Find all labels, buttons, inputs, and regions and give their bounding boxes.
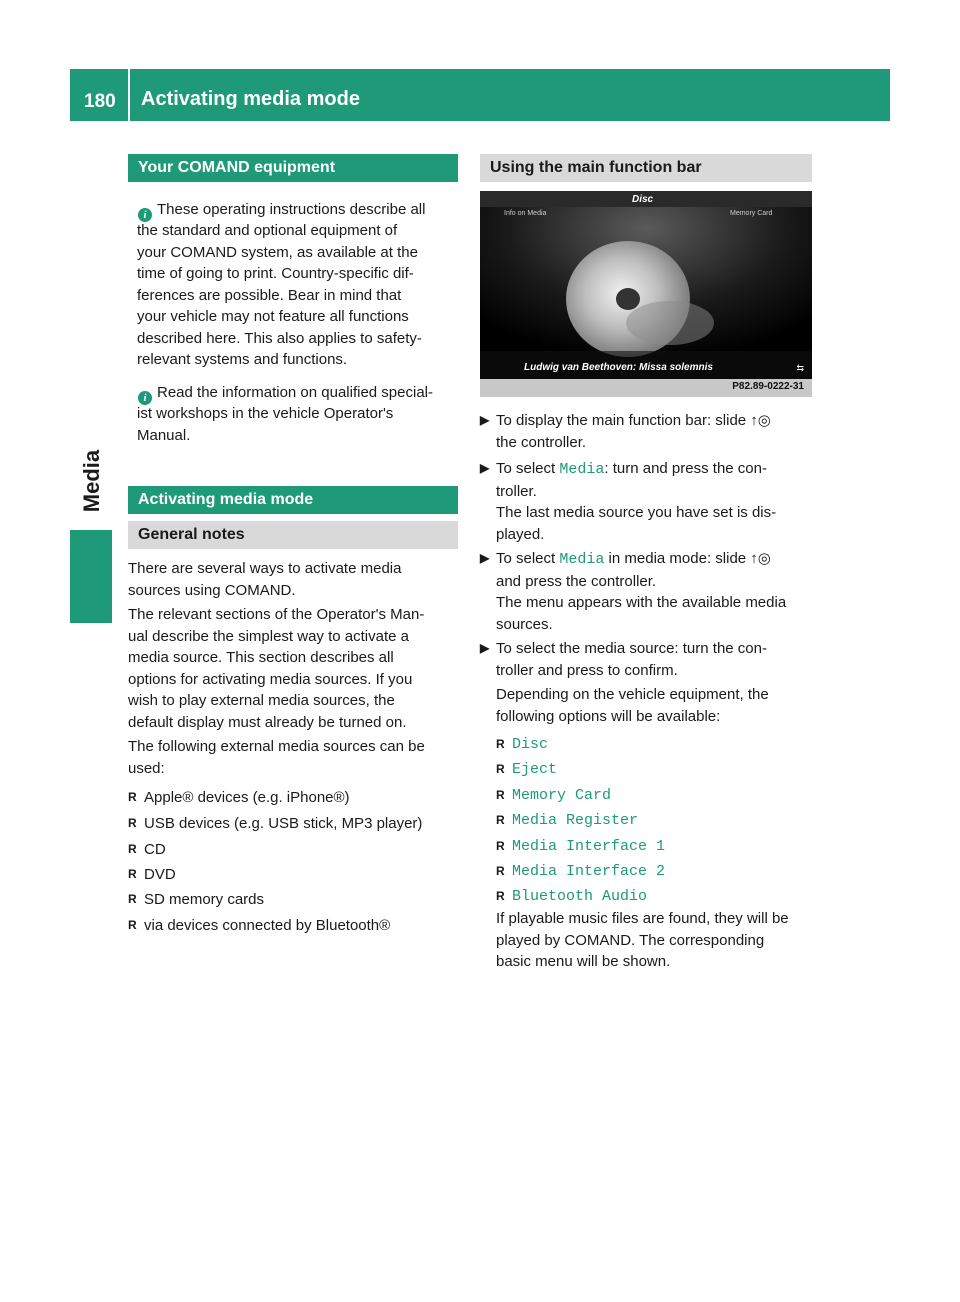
- side-tab-label: [72, 448, 114, 528]
- menu-item-code: Media: [559, 551, 605, 568]
- step-arrow-icon: ▶: [480, 641, 490, 655]
- text-line: media source. This section describes all: [128, 649, 394, 666]
- option-text: Disc: [512, 736, 549, 753]
- text-line: used:: [128, 759, 165, 777]
- page-header: [70, 69, 890, 121]
- info-paragraph-1: [157, 199, 425, 221]
- text-line: The last media source you have set is dis-: [496, 504, 777, 521]
- bullet-icon: R: [496, 788, 505, 802]
- text-line: To select the media source: turn the con-: [496, 640, 767, 657]
- text-fragment: To select: [496, 460, 560, 477]
- text-line: time of going to print. Country-specific dif-: [137, 265, 414, 282]
- section-using-main-function-bar: Using the main function bar: [480, 154, 812, 182]
- header-divider: [128, 69, 130, 121]
- text-line: Read the information on qualified special-: [157, 384, 433, 401]
- list-item-text: Apple® devices (e.g. iPhone®): [144, 789, 350, 806]
- option-item: [496, 785, 796, 807]
- step-item: [480, 638, 812, 682]
- image-code: P82.89-0222-31: [732, 381, 804, 392]
- screen-right-label: Memory Card: [730, 210, 773, 217]
- info-paragraph-2: [157, 382, 433, 404]
- text-line: your COMAND system, as available at the: [137, 243, 418, 261]
- text-line: played by COMAND. The corresponding: [496, 931, 765, 949]
- text-line: There are several ways to activate media: [128, 560, 402, 577]
- list-item: [128, 864, 458, 886]
- text-line: These operating instructions describe all: [157, 201, 426, 218]
- text-line: and press the controller.: [496, 572, 657, 590]
- side-tab-block: [70, 530, 112, 623]
- text-line: default display must already be turned on.: [128, 713, 407, 731]
- text-line: played.: [496, 525, 545, 543]
- text-line: described here. This also applies to safety-: [137, 329, 422, 347]
- bullet-icon: R: [496, 737, 505, 751]
- option-text: Media Register: [512, 812, 639, 829]
- text-line: troller.: [496, 482, 537, 500]
- text-fragment: : turn and press the con-: [604, 460, 767, 477]
- text-fragment: in media mode: slide ↑◎: [604, 550, 771, 567]
- step-note: [496, 684, 769, 727]
- back-icon: ⇆: [796, 363, 804, 373]
- text-line: the standard and optional equipment of: [137, 222, 398, 239]
- page-number: 180: [84, 91, 116, 112]
- option-text: Bluetooth Audio: [512, 888, 648, 905]
- text-line: following options will be available:: [496, 707, 721, 725]
- option-item: [496, 861, 796, 883]
- section-activating-media-mode: Activating media mode: [128, 486, 458, 514]
- list-item-text: CD: [144, 841, 166, 858]
- text-line: To display the main function bar: slide ↑◎: [496, 412, 771, 429]
- menu-item-code: Media: [559, 461, 605, 478]
- text-line: ist workshops in the vehicle Operator's: [137, 405, 394, 422]
- paragraph-external-sources: [128, 736, 460, 779]
- list-item: [128, 915, 458, 937]
- step-arrow-icon: ▶: [480, 551, 490, 565]
- step-text: [496, 548, 786, 635]
- bullet-icon: R: [496, 839, 505, 853]
- text-line: The menu appears with the available media: [496, 594, 787, 611]
- step-text: [496, 410, 771, 453]
- comand-screen-image: [480, 191, 812, 397]
- bullet-icon: R: [128, 867, 137, 881]
- option-item: [496, 734, 796, 756]
- step-arrow-icon: ▶: [480, 461, 490, 475]
- bullet-icon: R: [496, 864, 505, 878]
- list-item-text: DVD: [144, 866, 176, 883]
- info-icon: i: [138, 208, 152, 222]
- info-icon: i: [138, 391, 152, 405]
- page-title: Activating media mode: [141, 88, 360, 110]
- list-item: [128, 813, 458, 835]
- step-arrow-icon: ▶: [480, 413, 490, 427]
- step-text: [496, 638, 767, 681]
- step-item: [480, 548, 812, 636]
- list-item: [128, 787, 458, 809]
- text-line: ual describe the simplest way to activate a: [128, 627, 409, 645]
- option-text: Eject: [512, 761, 558, 778]
- text-line: the controller.: [496, 433, 587, 451]
- step-item: [480, 410, 812, 454]
- list-item-text: USB devices (e.g. USB stick, MP3 player): [144, 815, 423, 832]
- text-line: wish to play external media sources, the: [128, 692, 395, 709]
- text-line: relevant systems and functions.: [137, 351, 348, 368]
- bullet-icon: R: [496, 889, 505, 903]
- info-paragraph-1-cont: [137, 220, 422, 371]
- list-item-text: via devices connected by Bluetooth®: [144, 917, 391, 934]
- step-text: [496, 458, 776, 545]
- bullet-icon: R: [128, 790, 137, 804]
- text-line: If playable music files are found, they will be: [496, 910, 789, 927]
- text-line: The relevant sections of the Operator's Man-: [128, 606, 425, 623]
- option-item: [496, 810, 796, 832]
- subsection-general-notes: General notes: [128, 521, 458, 549]
- text-line: Manual.: [137, 426, 191, 444]
- side-tab-text: Media: [79, 449, 104, 513]
- paragraph-ways: [128, 558, 460, 601]
- text-line: sources.: [496, 615, 553, 633]
- bullet-icon: R: [496, 762, 505, 776]
- step-item: [480, 458, 812, 546]
- screen-title: Disc: [632, 194, 654, 205]
- text-fragment: To select: [496, 550, 560, 567]
- text-line: [496, 548, 786, 571]
- text-line: basic menu will be shown.: [496, 953, 671, 970]
- text-line: troller and press to confirm.: [496, 661, 678, 679]
- screen-track-title: Ludwig van Beethoven: Missa solemnis: [524, 362, 713, 373]
- bullet-icon: R: [128, 842, 137, 856]
- bullet-icon: R: [128, 918, 137, 932]
- section-your-comand-equipment: Your COMAND equipment: [128, 154, 458, 182]
- option-item: [496, 886, 796, 908]
- bullet-icon: R: [128, 816, 137, 830]
- text-line: ferences are possible. Bear in mind that: [137, 286, 402, 304]
- info-paragraph-2-cont: [137, 403, 393, 446]
- text-line: options for activating media sources. If you: [128, 670, 413, 688]
- text-line: your vehicle may not feature all functions: [137, 308, 409, 325]
- option-text: Media Interface 1: [512, 838, 666, 855]
- screen-left-label: Info on Media: [504, 210, 547, 217]
- option-text: Memory Card: [512, 787, 612, 804]
- text-line: [496, 458, 776, 481]
- bullet-icon: R: [128, 892, 137, 906]
- text-line: The following external media sources can be: [128, 738, 425, 755]
- option-item: [496, 836, 796, 858]
- option-item: [496, 759, 796, 781]
- paragraph-relevant-sections: [128, 604, 460, 733]
- option-text: Media Interface 2: [512, 863, 666, 880]
- text-line: sources using COMAND.: [128, 581, 296, 599]
- closing-paragraph: [496, 908, 816, 973]
- text-line: Depending on the vehicle equipment, the: [496, 686, 769, 703]
- bullet-icon: R: [496, 813, 505, 827]
- image-caption-bar: [480, 379, 812, 397]
- list-item: [128, 839, 458, 861]
- list-item-text: SD memory cards: [144, 891, 265, 908]
- list-item: [128, 889, 458, 911]
